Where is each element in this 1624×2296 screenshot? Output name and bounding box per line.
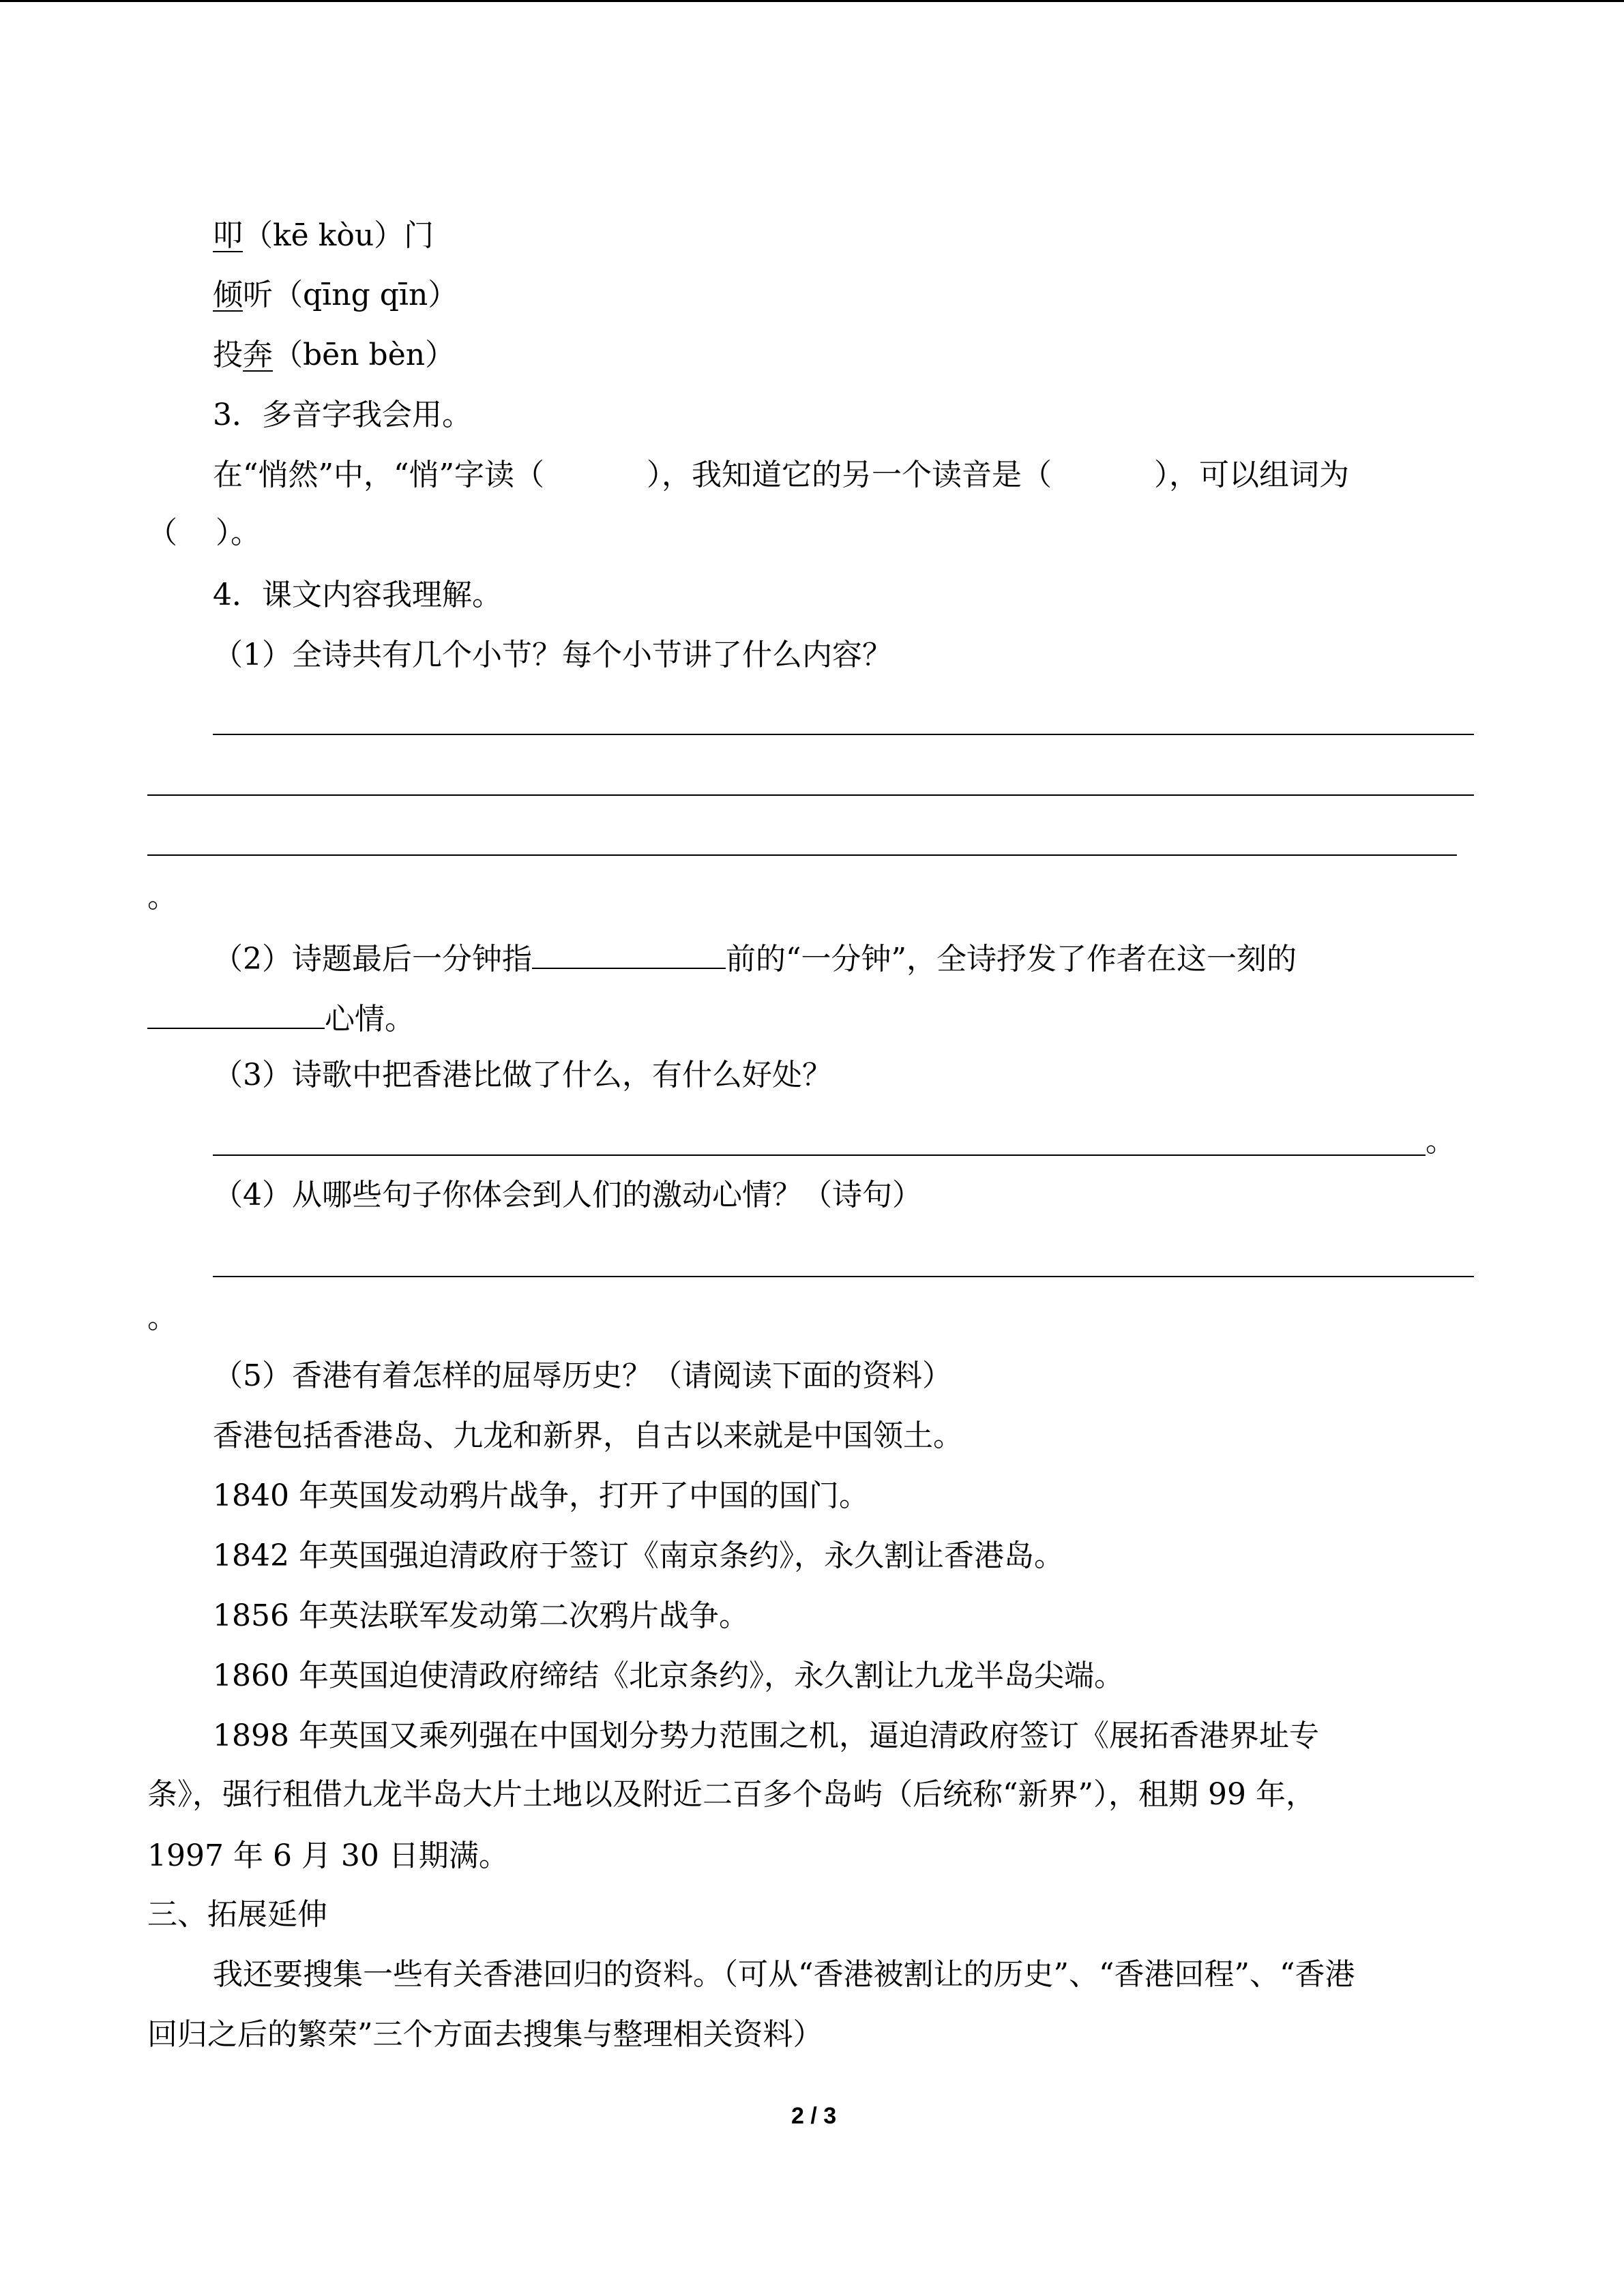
history-1898-line3: 1997 年 6 月 30 日期满。 <box>147 1838 509 1873</box>
history-intro: 香港包括香港岛、九龙和新界，自古以来就是中国领土。 <box>213 1418 963 1453</box>
section3-heading: 三、拓展延伸 <box>147 1897 327 1932</box>
period-mark: 。 <box>147 1300 177 1335</box>
pinyin-item-kou: 叩（kē kòu）门 <box>213 218 434 253</box>
answer-line <box>147 854 1457 856</box>
q4-sub4: （4）从哪些句子你体会到人们的激动心情？（诗句） <box>213 1178 922 1212</box>
section3-para-line2: 回归之后的繁荣”三个方面去搜集与整理相关资料） <box>147 2017 823 2052</box>
q4-sub1: （1）全诗共有几个小节？每个小节讲了什么内容？ <box>213 638 892 672</box>
target-char: 倾 <box>213 278 243 312</box>
fill-blank <box>147 995 325 1029</box>
history-1898-line1: 1898 年英国又乘列强在中国划分势力范围之机，逼迫清政府签订《展拓香港界址专 <box>213 1718 1319 1753</box>
target-char: 叩 <box>213 218 243 253</box>
answer-line <box>213 1154 1426 1156</box>
answer-line <box>213 1276 1474 1277</box>
history-1898-line2: 条》，强行租借九龙半岛大片土地以及附近二百多个岛屿（后统称“新界”），租期 99 年， <box>147 1777 1316 1812</box>
q4-heading: 4．课文内容我理解。 <box>213 578 502 612</box>
fill-blank <box>532 935 726 969</box>
q3-line2: （ ）。 <box>147 516 261 550</box>
history-event: 1856 年英法联军发动第二次鸦片战争。 <box>213 1598 749 1633</box>
q3-heading: 3．多音字我会用。 <box>213 398 472 432</box>
answer-line <box>213 734 1474 735</box>
answer-line <box>147 794 1474 796</box>
q4-sub3: （3）诗歌中把香港比做了什么，有什么好处？ <box>213 1058 832 1092</box>
q4-sub5: （5）香港有着怎样的屈辱历史？（请阅读下面的资料） <box>213 1358 952 1393</box>
section3-para-line1: 我还要搜集一些有关香港回归的资料。（可从“香港被割让的历史”、“香港回程”、“香港 <box>213 1957 1355 1992</box>
history-event: 1842 年英国强迫清政府于签订《南京条约》，永久割让香港岛。 <box>213 1538 1064 1573</box>
q3-line1: 在“悄然”中，“悄”字读（ ），我知道它的另一个读音是（ ），可以组词为 <box>213 458 1349 492</box>
target-char: 奔 <box>243 338 273 372</box>
top-border <box>0 0 1624 2</box>
period-mark: 。 <box>1426 1124 1456 1159</box>
pinyin-item-ben: 投奔（bēn bèn） <box>213 338 456 372</box>
q4-sub2-line2: 心情。 <box>147 995 415 1040</box>
period-mark: 。 <box>147 880 177 914</box>
pinyin-item-qing: 倾听（qīng qīn） <box>213 278 458 312</box>
history-event: 1860 年英国迫使清政府缔结《北京条约》，永久割让九龙半岛尖端。 <box>213 1658 1124 1693</box>
q4-sub2-line1: （2）诗题最后一分钟指 前的“一分钟”，全诗抒发了作者在这一刻的 <box>213 935 1297 980</box>
page-number: 2 / 3 <box>791 2103 837 2129</box>
history-event: 1840 年英国发动鸦片战争，打开了中国的国门。 <box>213 1478 869 1513</box>
